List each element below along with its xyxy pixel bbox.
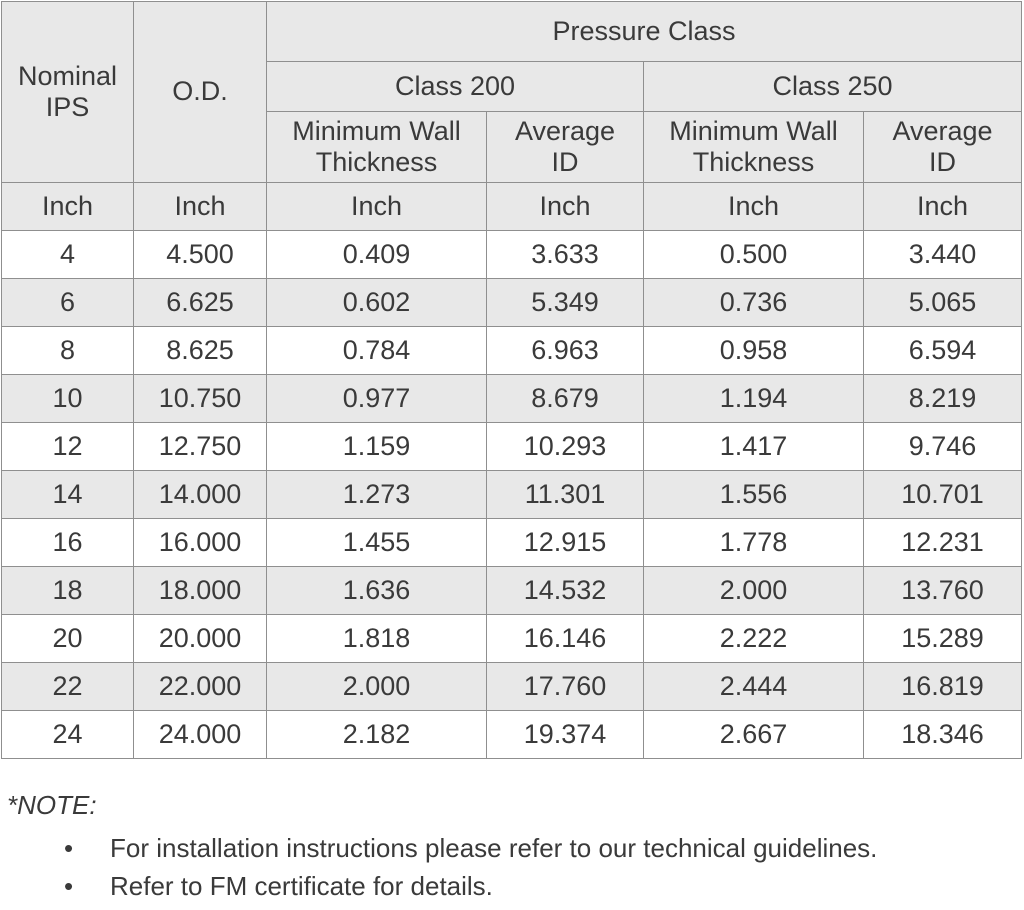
class-250-avg-id-cell: 9.746 [864,423,1022,471]
class-200-min-wall-cell: 1.818 [267,615,487,663]
class-200-min-wall-cell: 1.159 [267,423,487,471]
class-200-avg-id-cell: 11.301 [487,471,644,519]
od-cell: 12.750 [134,423,267,471]
unit-cell: Inch [644,183,864,231]
header-row-pressure-class [2,2,1022,62]
table-row [2,663,1022,711]
class-250-avg-id-cell: 5.065 [864,279,1022,327]
unit-cell: Inch [134,183,267,231]
note-item [60,867,877,905]
note-item [60,829,877,867]
class-200-avg-id-cell: 17.760 [487,663,644,711]
class-200-min-wall-cell: 0.784 [267,327,487,375]
class-250-avg-id-cell: 3.440 [864,231,1022,279]
od-cell: 24.000 [134,711,267,759]
class-200-avg-id-cell: 10.293 [487,423,644,471]
class-200-min-wall-cell: 0.409 [267,231,487,279]
od-cell: 14.000 [134,471,267,519]
class-200-min-wall-cell: 2.000 [267,663,487,711]
class-250-min-wall-cell: 0.736 [644,279,864,327]
class-200-avg-id-cell: 12.915 [487,519,644,567]
class-250-min-wall-cell: 1.194 [644,375,864,423]
table-row [2,231,1022,279]
header-od: O.D. [134,2,267,183]
pipe-dimensions-table [1,1,1022,759]
od-cell: 22.000 [134,663,267,711]
nominal-ips-cell: 20 [2,615,134,663]
header-class-250-avg-id: Average ID [864,112,1022,183]
nominal-ips-cell: 6 [2,279,134,327]
units-row [2,183,1022,231]
nominal-ips-cell: 24 [2,711,134,759]
table-row [2,711,1022,759]
class-250-min-wall-cell: 2.444 [644,663,864,711]
od-cell: 18.000 [134,567,267,615]
header-class-200: Class 200 [267,62,644,112]
header-class-200-min-wall: Minimum Wall Thickness [267,112,487,183]
class-200-min-wall-cell: 1.273 [267,471,487,519]
table-row [2,567,1022,615]
class-200-min-wall-cell: 1.455 [267,519,487,567]
nominal-ips-cell: 10 [2,375,134,423]
class-250-min-wall-cell: 2.000 [644,567,864,615]
class-200-min-wall-cell: 1.636 [267,567,487,615]
class-200-min-wall-cell: 0.602 [267,279,487,327]
od-cell: 8.625 [134,327,267,375]
class-250-avg-id-cell: 18.346 [864,711,1022,759]
bullet-icon: • [64,833,74,863]
header-pressure-class: Pressure Class [267,2,1022,62]
bullet-icon: • [64,871,74,901]
od-cell: 6.625 [134,279,267,327]
class-250-avg-id-cell: 13.760 [864,567,1022,615]
note-item-text: Refer to FM certificate for details. [110,871,493,901]
class-250-avg-id-cell: 15.289 [864,615,1022,663]
class-200-min-wall-cell: 2.182 [267,711,487,759]
nominal-ips-cell: 4 [2,231,134,279]
od-cell: 16.000 [134,519,267,567]
class-200-avg-id-cell: 14.532 [487,567,644,615]
note-item-text: For installation instructions please refer to our technical guidelines. [110,833,878,863]
class-250-avg-id-cell: 8.219 [864,375,1022,423]
table-row [2,519,1022,567]
unit-cell: Inch [864,183,1022,231]
class-200-avg-id-cell: 3.633 [487,231,644,279]
class-200-min-wall-cell: 0.977 [267,375,487,423]
note-label: *NOTE: [7,790,97,820]
class-250-avg-id-cell: 16.819 [864,663,1022,711]
class-200-avg-id-cell: 6.963 [487,327,644,375]
od-cell: 4.500 [134,231,267,279]
class-200-avg-id-cell: 8.679 [487,375,644,423]
class-250-min-wall-cell: 0.500 [644,231,864,279]
class-250-min-wall-cell: 0.958 [644,327,864,375]
class-250-min-wall-cell: 2.222 [644,615,864,663]
class-200-avg-id-cell: 16.146 [487,615,644,663]
class-250-avg-id-cell: 10.701 [864,471,1022,519]
od-cell: 20.000 [134,615,267,663]
unit-cell: Inch [487,183,644,231]
table-row [2,375,1022,423]
header-nominal-ips: Nominal IPS [2,2,134,183]
nominal-ips-cell: 12 [2,423,134,471]
header-class-250-min-wall: Minimum Wall Thickness [644,112,864,183]
class-200-avg-id-cell: 19.374 [487,711,644,759]
nominal-ips-cell: 8 [2,327,134,375]
nominal-ips-cell: 16 [2,519,134,567]
class-250-min-wall-cell: 1.556 [644,471,864,519]
nominal-ips-cell: 18 [2,567,134,615]
class-250-min-wall-cell: 1.778 [644,519,864,567]
table-row [2,471,1022,519]
table-row [2,327,1022,375]
class-250-avg-id-cell: 6.594 [864,327,1022,375]
note-list [60,829,877,905]
nominal-ips-cell: 22 [2,663,134,711]
table-row [2,279,1022,327]
od-cell: 10.750 [134,375,267,423]
class-250-min-wall-cell: 1.417 [644,423,864,471]
class-250-min-wall-cell: 2.667 [644,711,864,759]
unit-cell: Inch [2,183,134,231]
nominal-ips-cell: 14 [2,471,134,519]
header-class-200-avg-id: Average ID [487,112,644,183]
table-row [2,615,1022,663]
header-class-250: Class 250 [644,62,1022,112]
table-row [2,423,1022,471]
class-200-avg-id-cell: 5.349 [487,279,644,327]
class-250-avg-id-cell: 12.231 [864,519,1022,567]
unit-cell: Inch [267,183,487,231]
